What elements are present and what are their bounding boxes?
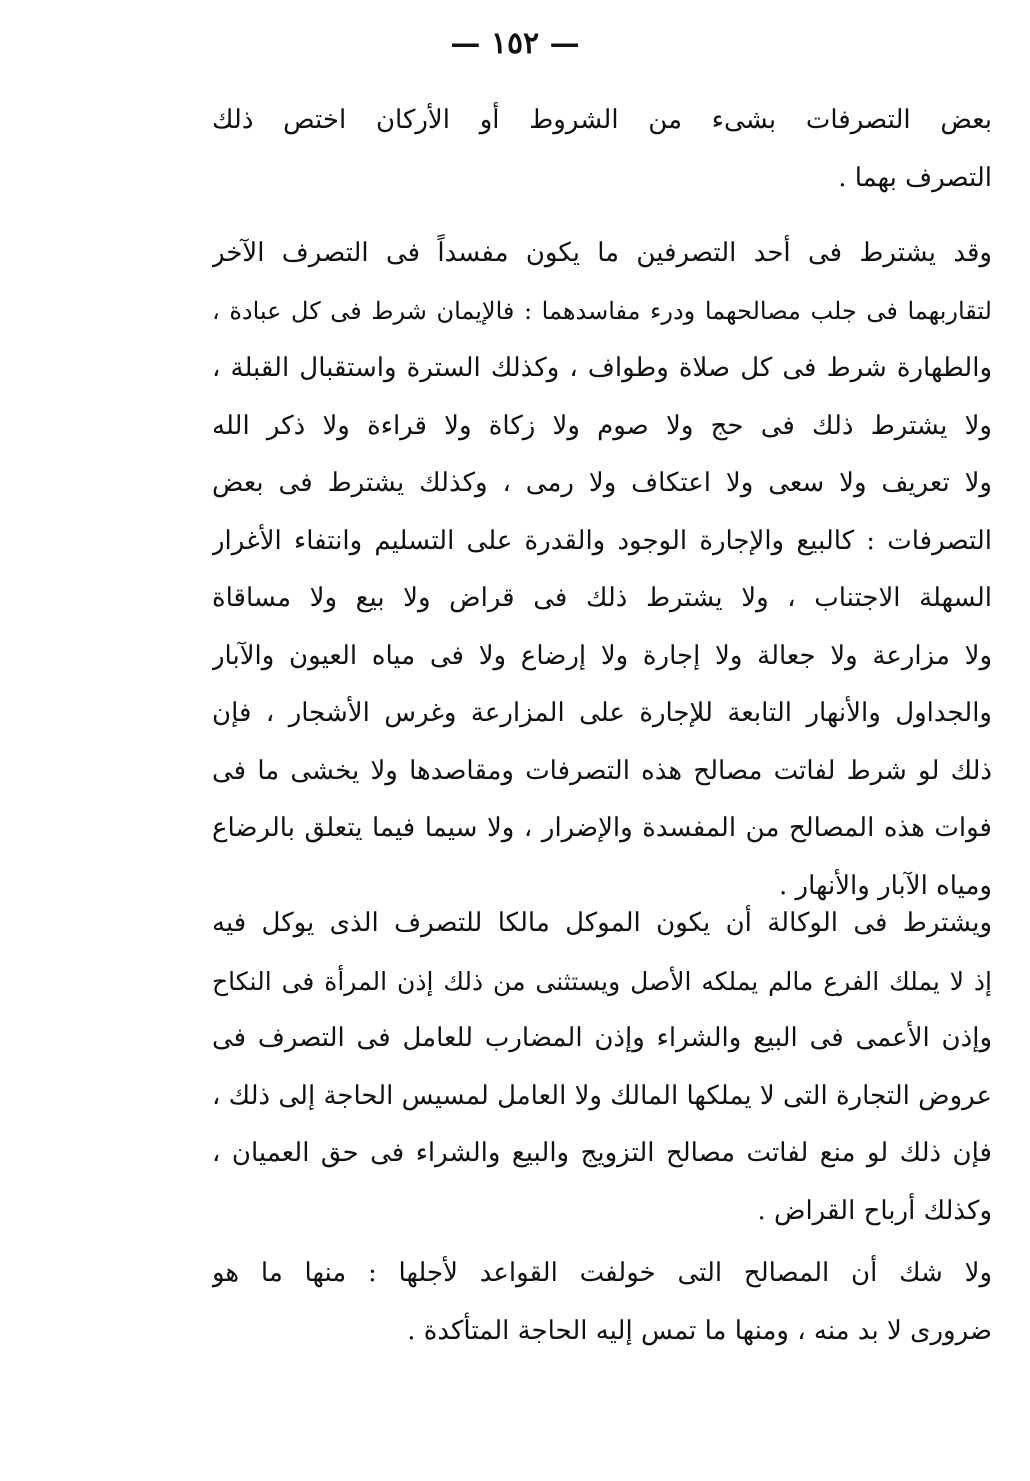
- text-line: التصرفات : كالبيع والإجارة الوجود والقدرة على التسليم وانتفاء الأغرار: [212, 525, 992, 556]
- text-line: والجداول والأنهار التابعة للإجارة على المزارعة وغرس الأشجار ، فإن: [212, 698, 992, 728]
- text-line: وإذن الأعمى فى البيع والشراء وإذن المضارب للعامل فى التصرف فى: [212, 1023, 992, 1053]
- text-line: التصرف بهما .: [838, 162, 992, 193]
- text-line: ولا تعريف ولا سعى ولا اعتكاف ولا رمى ، وكذلك يشترط فى بعض: [212, 468, 992, 498]
- paragraph-3: [212, 895, 992, 1240]
- text-line: ولا يشترط ذلك فى حج ولا صوم ولا زكاة ولا قراءة ولا ذكر الله: [212, 410, 992, 441]
- text-line: وكذلك أرباح القراض .: [757, 1195, 992, 1226]
- text-line: وقد يشترط فى أحد التصرفين ما يكون مفسداً فى التصرف الآخر: [212, 238, 992, 268]
- text-line: لتقاربهما فى جلب مصالحهما ودرء مفاسدهما : فالإيمان شرط فى كل عبادة ،: [212, 296, 992, 325]
- text-line: ومياه الآبار والأنهار .: [778, 870, 992, 901]
- text-line: فإن ذلك لو منع لفاتت مصالح التزويج والبيع والشراء فى حق العميان ،: [212, 1138, 992, 1168]
- text-line: فوات هذه المصالح من المفسدة والإضرار ، ولا سيما فيما يتعلق بالرضاع: [212, 813, 992, 843]
- text-line: ويشترط فى الوكالة أن يكون الموكل مالكا للتصرف الذى يوكل فيه: [212, 908, 992, 938]
- text-line: بعض التصرفات بشىء من الشروط أو الأركان اختص ذلك: [212, 105, 992, 135]
- text-line: ذلك لو شرط لفاتت مصالح هذه التصرفات ومقاصدها ولا يخشى ما فى: [212, 755, 992, 786]
- paragraph-1: [212, 92, 992, 207]
- text-line: السهلة الاجتناب ، ولا يشترط ذلك فى قراض ولا بيع ولا مساقاة: [212, 583, 992, 613]
- text-line: إذ لا يملك الفرع مالم يملكه الأصل ويستثنى من ذلك إذن المرأة فى النكاح: [212, 966, 992, 996]
- text-line: ولا مزارعة ولا جعالة ولا إجارة ولا إرضاع ولا فى مياه العيون والآبار: [212, 640, 992, 671]
- paragraph-4: [212, 1245, 992, 1360]
- page-number: — ١٥٢ —: [450, 26, 580, 61]
- text-line: والطهارة شرط فى كل صلاة وطواف ، وكذلك السترة واستقبال القبلة ،: [212, 353, 992, 383]
- paragraph-2: [212, 225, 992, 915]
- text-line: ولا شك أن المصالح التى خولفت القواعد لأجلها : منها ما هو: [212, 1258, 992, 1288]
- text-line: ضرورى لا بد منه ، ومنها ما تمس إليه الحاجة المتأكدة .: [407, 1315, 992, 1346]
- text-line: عروض التجارة التى لا يملكها المالك ولا العامل لمسيس الحاجة إلى ذلك ،: [212, 1080, 992, 1111]
